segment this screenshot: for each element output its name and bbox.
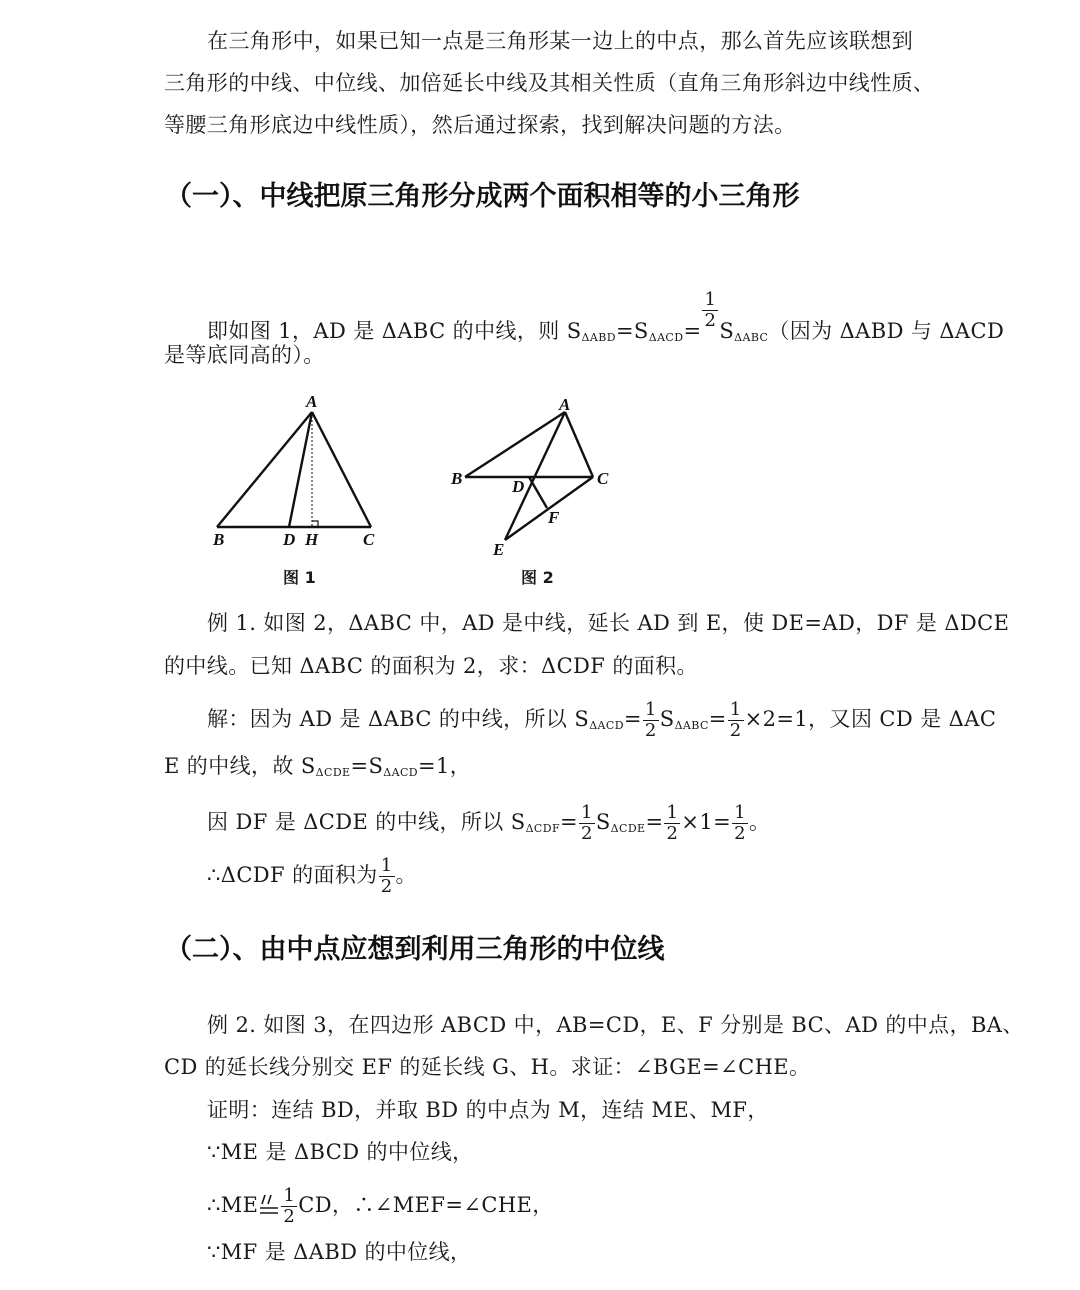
fraction-half: $\frac{1}{2}$	[283, 1185, 296, 1227]
fraction-half: $\frac{1}{2}$	[581, 802, 593, 844]
solution-line-1: 解：因为 AD 是 ΔABC 的中线，所以 $S_{\Delta ACD}=$ $\frac{1}{2}$ $S_{\Delta ABC}=$ $\frac{1}{2}$ ×2=1，又因 CD 是 ΔAC	[207, 699, 997, 741]
example-1-line-2: 的中线。已知 ΔABC 的面积为 2，求：ΔCDF 的面积。	[164, 654, 698, 678]
section-2-title: （二）、由中点应想到利用三角形的中位线	[165, 934, 665, 965]
example-2-line-2: CD 的延长线分别交 EF 的延长线 G、H。求证：∠BGE=∠CHE。	[164, 1055, 811, 1079]
section-1-title: （一）、中线把原三角形分成两个面积相等的小三角形	[165, 181, 800, 212]
solution-line-3: 因 DF 是 ΔCDE 的中线，所以 $S_{\Delta CDF}=$ $\frac{1}{2}$ $S_{\Delta CDE}=$ $\frac{1}{2}$ ×1= $\frac{1}{2}$ 。	[207, 802, 771, 844]
fig2-label-e: E	[493, 540, 505, 559]
fig1-label-b: B	[213, 530, 225, 549]
intro-line-1: 在三角形中，如果已知一点是三角形某一边上的中点，那么首先应该联想到	[207, 29, 914, 53]
section-1-paragraph-line-1: 即如图 1，AD 是 ΔABC 的中线，则 $S_{\Delta ABD}=S_{\Delta ACD}=$ $\frac{1}{2}$ $S_{\Delta ABC}$（因为 ΔABD 与 ΔACD	[207, 289, 1005, 344]
figure-2-diagram	[445, 390, 620, 560]
fig2-label-b: B	[451, 469, 463, 488]
solution-line-4: ∴ΔCDF 的面积为 $\frac{1}{2}$ 。	[207, 855, 417, 897]
fig2-label-d: D	[512, 477, 525, 496]
fig1-label-a: A	[306, 392, 318, 411]
parallel-equal-symbol	[258, 1192, 280, 1218]
fig1-label-d: D	[283, 530, 296, 549]
fraction-half: $\frac{1}{2}$	[644, 699, 657, 741]
fig1-label-c: C	[363, 530, 375, 549]
fig2-label-c: C	[597, 469, 609, 488]
fraction-half: $\frac{1}{2}$	[704, 289, 717, 331]
figure-2-caption: 图 2	[521, 568, 554, 587]
proof-line-1: 证明：连结 BD，并取 BD 的中点为 M，连结 ME、MF，	[207, 1098, 769, 1122]
fig1-label-h: H	[305, 530, 319, 549]
fig2-label-a: A	[559, 395, 571, 414]
fraction-half: $\frac{1}{2}$	[380, 855, 393, 897]
example-2-line-1: 例 2. 如图 3，在四边形 ABCD 中，AB=CD，E、F 分别是 BC、AD 的中点，BA、	[207, 1013, 1024, 1037]
example-1-line-1: 例 1. 如图 2，ΔABC 中，AD 是中线，延长 AD 到 E，使 DE=AD，DF 是 ΔDCE	[207, 611, 1010, 635]
fraction-half: $\frac{1}{2}$	[666, 802, 679, 844]
intro-line-2: 三角形的中线、中位线、加倍延长中线及其相关性质（直角三角形斜边中线性质、	[164, 71, 935, 95]
figure-1-caption: 图 1	[283, 568, 316, 587]
intro-line-3: 等腰三角形底边中线性质），然后通过探索，找到解决问题的方法。	[164, 113, 796, 137]
proof-line-3: ∴ME $\frac{1}{2}$ CD，∴∠MEF=∠CHE，	[207, 1185, 554, 1227]
solution-line-2: E 的中线，故 $S_{\Delta CDE}=S_{\Delta ACD}=1$，	[164, 754, 472, 779]
fraction-half: $\frac{1}{2}$	[729, 699, 742, 741]
proof-line-4: ∵MF 是 ΔABD 的中位线，	[207, 1240, 472, 1264]
proof-line-2: ∵ME 是 ΔBCD 的中位线，	[207, 1140, 474, 1164]
fraction-half: $\frac{1}{2}$	[734, 802, 746, 844]
fig2-label-f: F	[548, 508, 560, 527]
section-1-paragraph-line-2: 是等底同高的）。	[164, 343, 325, 367]
figure-1-diagram	[205, 390, 390, 555]
